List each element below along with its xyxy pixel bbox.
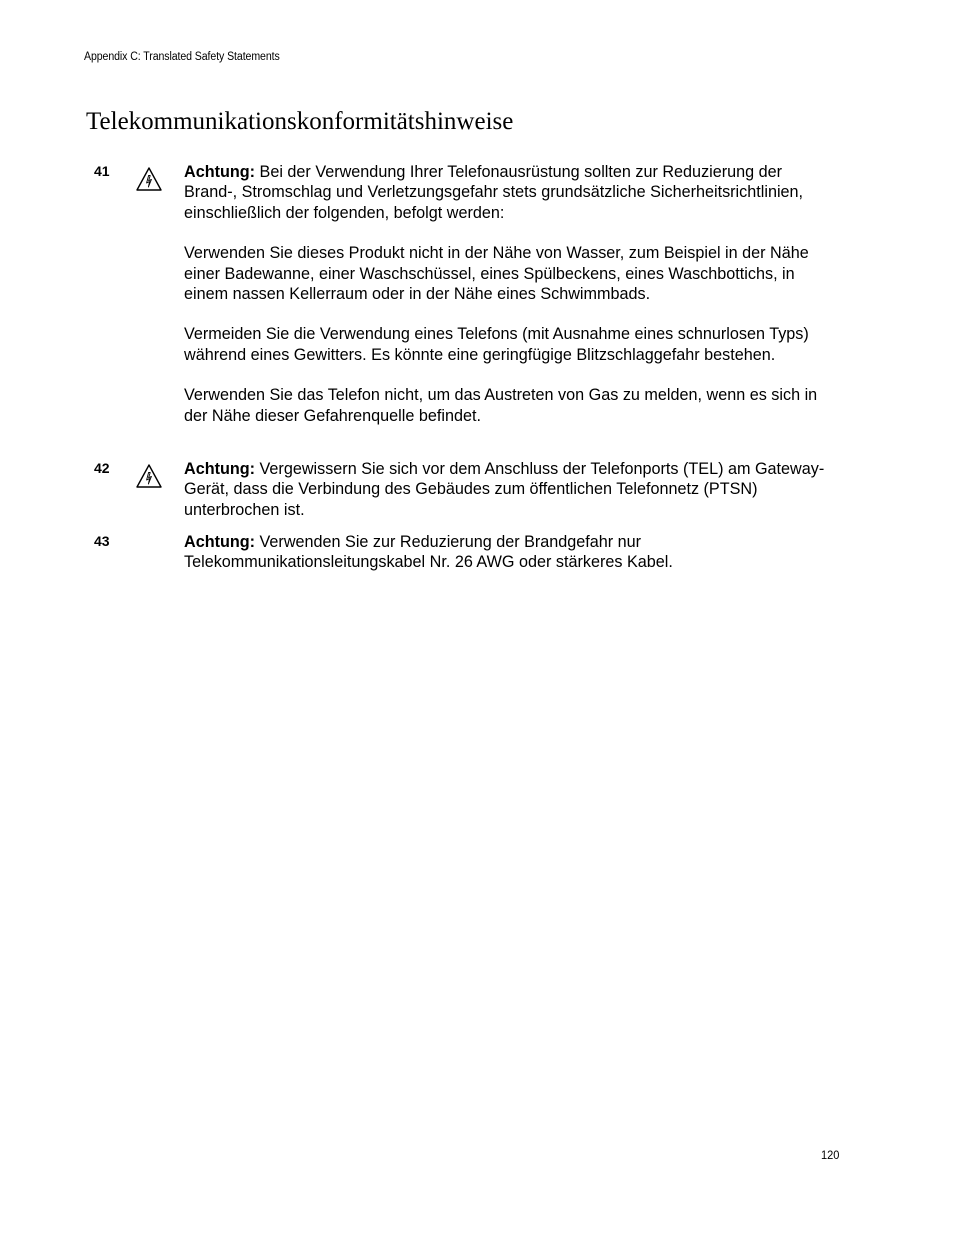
caution-label: Achtung: (184, 460, 256, 478)
statement-paragraph (184, 532, 834, 573)
statement-text: Bei der Verwendung Ihrer Telefonausrüstung sollten zur Reduzierung der Brand-, Stromschlag und Verletzungsgefahr stets grundsätzliche Sicherheitsrichtlinien, einschließlich der folgenden, befolgt werden: (184, 163, 804, 222)
statement-body (184, 532, 834, 573)
running-header: Appendix C: Translated Safety Statements (84, 51, 280, 63)
statement-number: 41 (94, 163, 110, 179)
caution-label: Achtung: (184, 163, 256, 181)
statement-text: Vergewissern Sie sich vor dem Anschluss der Telefonports (TEL) am Gateway-Gerät, dass die Verbindung des Gebäudes zum öffentlichen Telefonnetz (PTSN) unterbrochen ist. (184, 460, 825, 519)
page-number: 120 (821, 1148, 840, 1162)
statement-paragraph: Verwenden Sie dieses Produkt nicht in der Nähe von Wasser, zum Beispiel in der Nähe einer Badewanne, einer Waschschüssel, eines Spülbeckens, eines Waschbottichs, in einem nassen Kellerraum oder in der Nähe eines Schwimmbads. (184, 244, 809, 304)
electrical-hazard-warning-icon (135, 463, 163, 489)
statement-body (184, 162, 834, 426)
caution-label: Achtung: (184, 533, 256, 551)
section-title: Telekommunikationskonformitätshinweise (86, 108, 514, 135)
statement-paragraph (184, 459, 834, 520)
statement-paragraph: Vermeiden Sie die Verwendung eines Telefons (mit Ausnahme eines schnurlosen Typs) während eines Gewitters. Es könnte eine geringfügige Blitzschlaggefahr bestehen. (184, 325, 809, 364)
statement-number: 43 (94, 533, 110, 549)
statement-paragraph (184, 162, 834, 223)
electrical-hazard-warning-icon (135, 166, 163, 192)
statement-number: 42 (94, 460, 110, 476)
statement-text: Verwenden Sie zur Reduzierung der Brandgefahr nur Telekommunikationsleitungskabel Nr. 26 AWG oder stärkeres Kabel. (184, 533, 673, 572)
statement-paragraph: Verwenden Sie das Telefon nicht, um das Austreten von Gas zu melden, wenn es sich in der Nähe dieser Gefahrenquelle befindet. (184, 386, 818, 425)
statement-body (184, 459, 834, 520)
